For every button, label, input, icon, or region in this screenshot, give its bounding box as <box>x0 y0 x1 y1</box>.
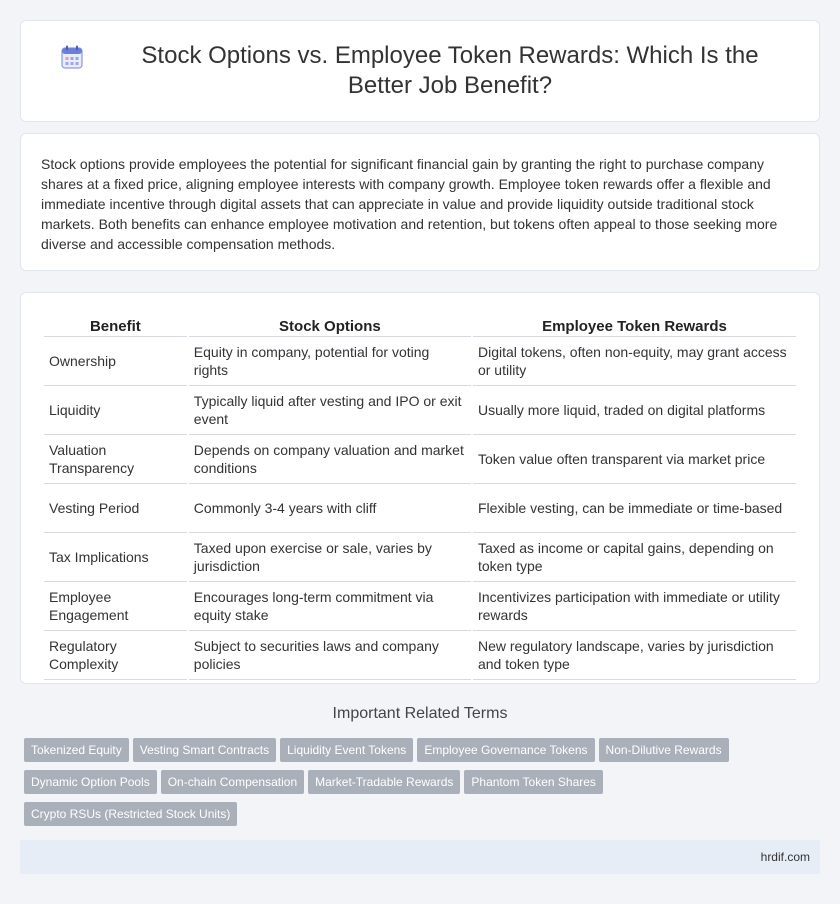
related-terms-heading: Important Related Terms <box>332 705 508 722</box>
intro-paragraph: Stock options provide employees the potential for significant financial gain by granting the right to purchase company shares at a fixed price, aligning employee interests with company growth. Employee token rewards offer a flexible and immediate incentive through digital assets that can appreciate in value and provide liquidity outside traditional stock markets. Both benefits can enhance employee motivation and retention, but tokens often appeal to those seeking more diverse and accessible compensation methods. <box>41 156 778 252</box>
title-card <box>20 20 820 122</box>
footer <box>20 840 820 874</box>
related-term-tag[interactable]: Liquidity Event Tokens <box>280 738 413 762</box>
cell-token-rewards: Incentivizes participation with immediate or utility rewards <box>473 582 796 631</box>
related-term-tag[interactable]: Crypto RSUs (Restricted Stock Units) <box>24 802 237 826</box>
cell-benefit: Employee Engagement <box>44 582 187 631</box>
cell-stock-options: Taxed upon exercise or sale, varies by jurisdiction <box>189 533 471 582</box>
cell-token-rewards: Usually more liquid, traded on digital platforms <box>473 386 796 435</box>
cell-benefit: Liquidity <box>44 386 187 435</box>
cell-token-rewards: Taxed as income or capital gains, depending on token type <box>473 533 796 582</box>
table-row <box>44 582 796 631</box>
cell-token-rewards: Token value often transparent via market price <box>473 435 796 484</box>
cell-benefit: Regulatory Complexity <box>44 631 187 680</box>
table-row <box>44 533 796 582</box>
related-terms-list <box>24 738 824 834</box>
cell-stock-options: Depends on company valuation and market conditions <box>189 435 471 484</box>
cell-token-rewards: Digital tokens, often non-equity, may grant access or utility <box>473 337 796 386</box>
related-term-tag[interactable]: Phantom Token Shares <box>464 770 603 794</box>
cell-benefit: Ownership <box>44 337 187 386</box>
cell-stock-options: Subject to securities laws and company policies <box>189 631 471 680</box>
table-row <box>44 435 796 484</box>
related-term-tag[interactable]: Dynamic Option Pools <box>24 770 157 794</box>
table-row <box>44 386 796 435</box>
comparison-table <box>42 316 798 680</box>
table-row <box>44 337 796 386</box>
related-term-tag[interactable]: Tokenized Equity <box>24 738 129 762</box>
table-row <box>44 484 796 533</box>
cell-benefit: Valuation Transparency <box>44 435 187 484</box>
related-term-tag[interactable]: Employee Governance Tokens <box>417 738 594 762</box>
cell-token-rewards: Flexible vesting, can be immediate or time-based <box>473 484 796 533</box>
cell-token-rewards: New regulatory landscape, varies by jurisdiction and token type <box>473 631 796 680</box>
related-term-tag[interactable]: On-chain Compensation <box>161 770 304 794</box>
cell-benefit: Tax Implications <box>44 533 187 582</box>
related-term-tag[interactable]: Vesting Smart Contracts <box>133 738 276 762</box>
intro-card <box>20 133 820 271</box>
header-stock-options: Stock Options <box>189 316 471 337</box>
related-term-tag[interactable]: Market-Tradable Rewards <box>308 770 460 794</box>
header-token-rewards: Employee Token Rewards <box>473 316 796 337</box>
page-title: Stock Options vs. Employee Token Rewards: Which Is the Better Job Benefit? <box>141 42 759 99</box>
header-benefit: Benefit <box>44 316 187 337</box>
cell-stock-options: Typically liquid after vesting and IPO or exit event <box>189 386 471 435</box>
comparison-card <box>20 292 820 684</box>
cell-benefit: Vesting Period <box>44 484 187 533</box>
footer-site[interactable]: hrdif.com <box>760 850 810 864</box>
table-row <box>44 631 796 680</box>
title-wrap <box>61 41 789 101</box>
related-term-tag[interactable]: Non-Dilutive Rewards <box>599 738 729 762</box>
table-header-row <box>44 316 796 337</box>
cell-stock-options: Encourages long-term commitment via equity stake <box>189 582 471 631</box>
cell-stock-options: Equity in company, potential for voting rights <box>189 337 471 386</box>
cell-stock-options: Commonly 3-4 years with cliff <box>189 484 471 533</box>
